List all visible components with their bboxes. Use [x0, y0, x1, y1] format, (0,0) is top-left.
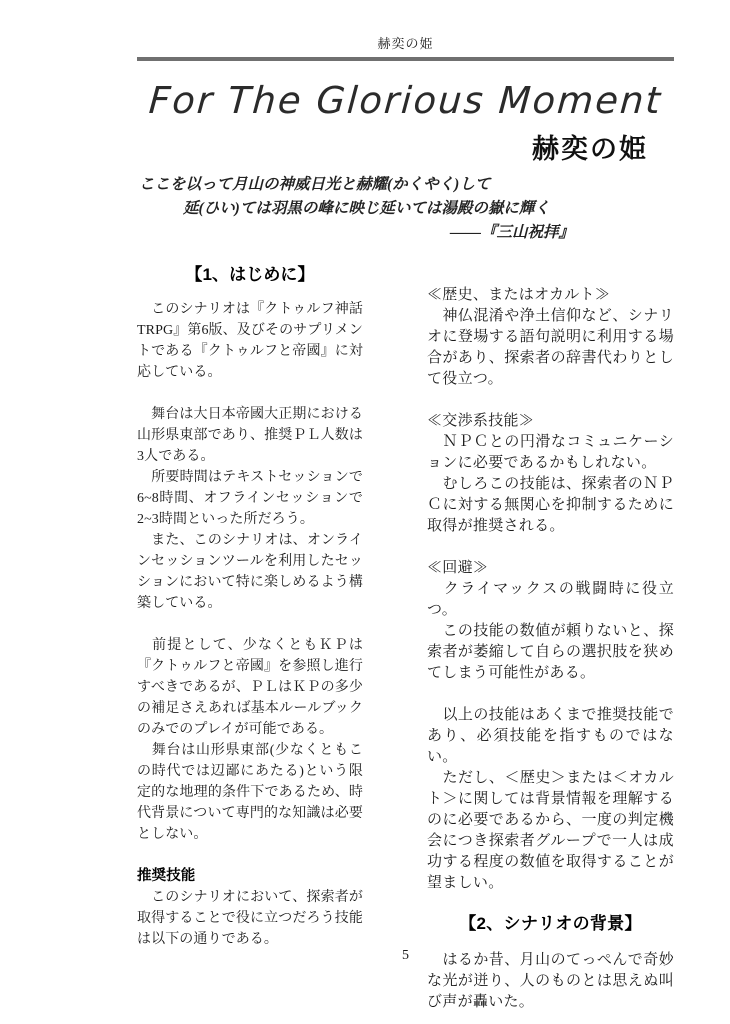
left-column — [137, 263, 363, 950]
paragraph: 以上の技能はあくまで推奨技能であり、必須技能を指すものではない。 — [427, 707, 674, 765]
paragraph: また、このシナリオは、オンラインセッションツールを利用したセッションにおいて特に楽しめるよう構築している。 — [137, 533, 363, 611]
recommended-skills-subheading: 推奨技能 — [137, 868, 196, 884]
page-content — [137, 36, 674, 1013]
paragraph: 舞台は大日本帝國大正期における山形県東部であり、推奨ＰＬ人数は3人である。 — [137, 407, 363, 464]
running-header: 赫奕の姫 — [377, 36, 434, 51]
two-column-body — [137, 263, 674, 1013]
paragraph: 所要時間はテキストセッションで6~8時間、オフラインセッションで2~3時間といった所だろう。 — [137, 470, 363, 527]
section-2-heading: 【2、シナリオの背景】 — [459, 914, 642, 933]
paragraph: 前提として、少なくともＫＰは『クトゥルフと帝國』を参照し進行すべきであるが、ＰＬはＫＰの多少の補足さえあれば基本ルールブックのみでのプレイが可能である。 — [137, 638, 363, 737]
section-1-heading: 【1、はじめに】 — [185, 265, 315, 284]
paragraph: ＮＰＣとの円滑なコミュニケーションに必要であるかもしれない。 — [427, 434, 674, 471]
paragraph: はるか昔、月山のてっぺんで奇妙な光が迸り、人のものとは思えぬ叫び声が轟いた。 — [427, 952, 674, 1010]
paragraph: ただし、＜歴史＞または＜オカルト＞に関しては背景情報を理解するのに必要であるから、一度の判定機会につき探索者グループで一人は成功する程度の数値を取得することが望ましい。 — [427, 770, 674, 891]
skill-heading: ≪交渉系技能≫ — [427, 413, 535, 429]
paragraph: このシナリオは『クトゥルフ神話TRPG』第6版、及びそのサプリメントである『クトゥルフと帝國』に対応している。 — [137, 302, 363, 380]
paragraph: 舞台は山形県東部(少なくともこの時代では辺鄙にあたる)という限定的な地理的条件下であるため、時代背景について専門的な知識は必要としない。 — [137, 743, 363, 842]
right-column — [427, 263, 674, 1013]
epigraph-line: ここを以って月山の神威日光と赫耀(かくやく)して — [139, 176, 491, 193]
epigraph-attribution: ――『三山祝拝』 — [449, 224, 574, 241]
epigraph — [137, 173, 674, 245]
paragraph: 神仏混淆や浄土信仰など、シナリオに登場する語句説明に利用する場合があり、探索者の辞書代わりとして役立つ。 — [427, 308, 674, 387]
scenario-title: 赫奕の姫 — [532, 134, 648, 164]
main-title: For The Glorious Moment — [147, 79, 664, 122]
paragraph: むしろこの技能は、探索者のＮＰＣに対する無関心を抑制するために取得が推奨される。 — [427, 476, 674, 534]
header-rule — [137, 57, 674, 61]
skill-heading: ≪歴史、またはオカルト≫ — [427, 287, 611, 303]
skill-heading: ≪回避≫ — [427, 560, 489, 576]
paragraph: このシナリオにおいて、探索者が取得することで役に立つだろう技能は以下の通りである。 — [137, 890, 363, 947]
epigraph-line: 延(ひい)ては羽黒の峰に映じ延いては湯殿の嶽に輝く — [183, 200, 550, 217]
paragraph: この技能の数値が頼りないと、探索者が萎縮して自らの選択肢を狭めてしまう可能性がある。 — [427, 623, 674, 681]
paragraph: クライマックスの戦闘時に役立つ。 — [427, 581, 674, 618]
page-number: 5 — [402, 948, 409, 963]
